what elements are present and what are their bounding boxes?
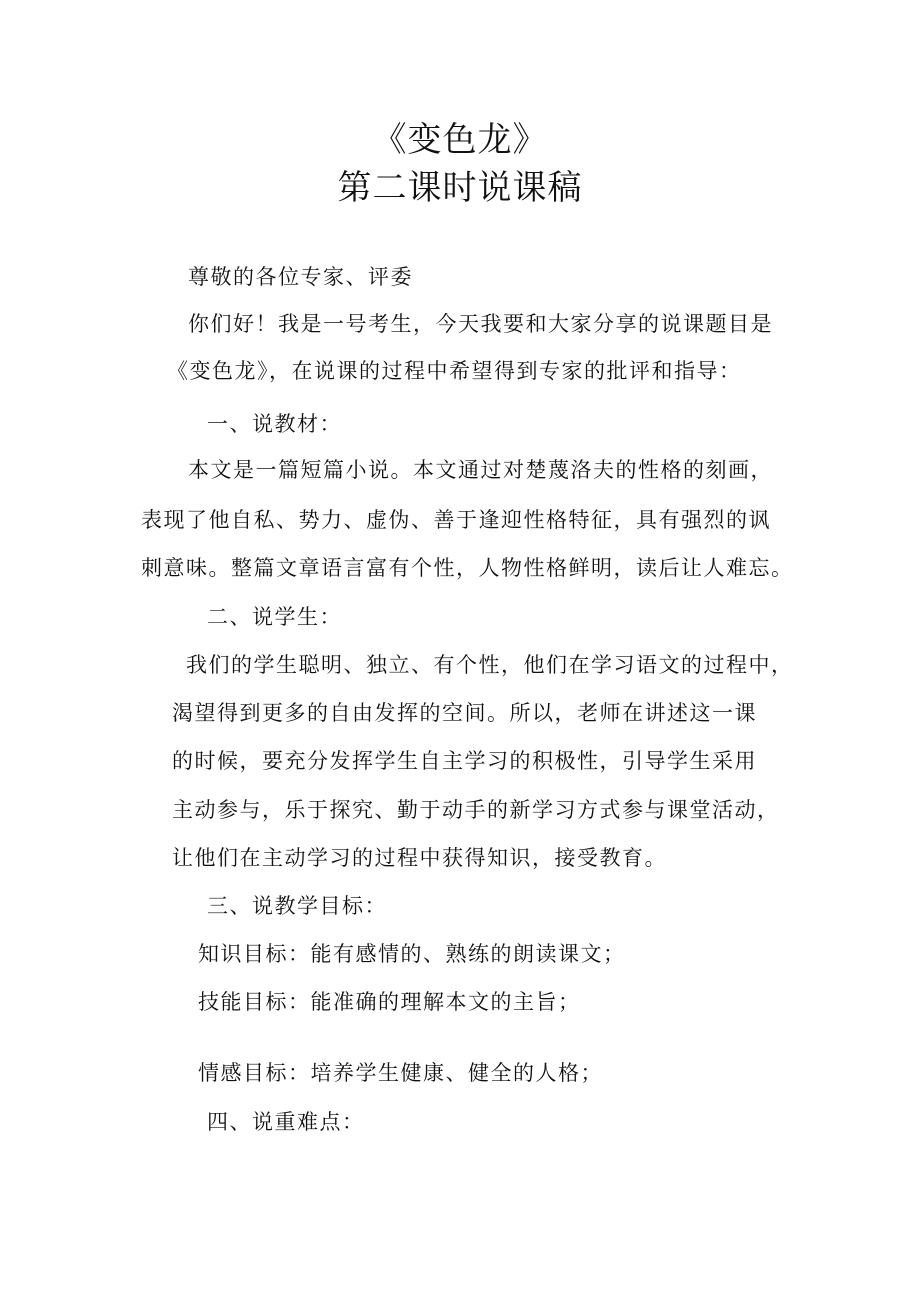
document-subtitle: 第二课时说课稿 bbox=[337, 168, 583, 208]
paragraph-line: 本文是一篇短篇小说。本文通过对楚蔑洛夫的性格的刻画， bbox=[188, 458, 773, 482]
goal-skill: 技能目标：能准确的理解本文的主旨； bbox=[198, 990, 581, 1014]
section-heading-difficulties: 四、说重难点： bbox=[207, 1110, 365, 1134]
section-heading-textbook: 一、说教材： bbox=[207, 412, 342, 436]
paragraph-line: 让他们在主动学习的过程中获得知识，接受教育。 bbox=[172, 846, 667, 870]
section-heading-students: 二、说学生： bbox=[207, 605, 342, 629]
paragraph-line: 渴望得到更多的自由发挥的空间。所以，老师在讲述这一课 bbox=[172, 701, 757, 725]
paragraph-line: 刺意味。整篇文章语言富有个性，人物性格鲜明，读后让人难忘。 bbox=[141, 556, 794, 580]
section-heading-goals: 三、说教学目标： bbox=[207, 894, 387, 918]
document-title: 《变色龙》 bbox=[372, 120, 548, 160]
paragraph-line: 表现了他自私、势力、虚伪、善于逢迎性格特征，具有强烈的讽 bbox=[141, 508, 771, 532]
goal-knowledge: 知识目标：能有感情的、熟练的朗读课文； bbox=[198, 942, 626, 966]
greeting: 尊敬的各位专家、评委 bbox=[188, 265, 413, 289]
paragraph-line: 的时候，要充分发挥学生自主学习的积极性，引导学生采用 bbox=[172, 749, 757, 773]
goal-emotion: 情感目标：培养学生健康、健全的人格； bbox=[198, 1061, 603, 1085]
intro-line: 你们好！我是一号考生，今天我要和大家分享的说课题目是 bbox=[188, 312, 773, 336]
intro-line: 《变色龙》，在说课的过程中希望得到专家的批评和指导： bbox=[167, 359, 742, 383]
paragraph-line: 主动参与，乐于探究、勤于动手的新学习方式参与课堂活动， bbox=[172, 798, 780, 822]
paragraph-line: 我们的学生聪明、独立、有个性，他们在学习语文的过程中， bbox=[186, 653, 794, 677]
